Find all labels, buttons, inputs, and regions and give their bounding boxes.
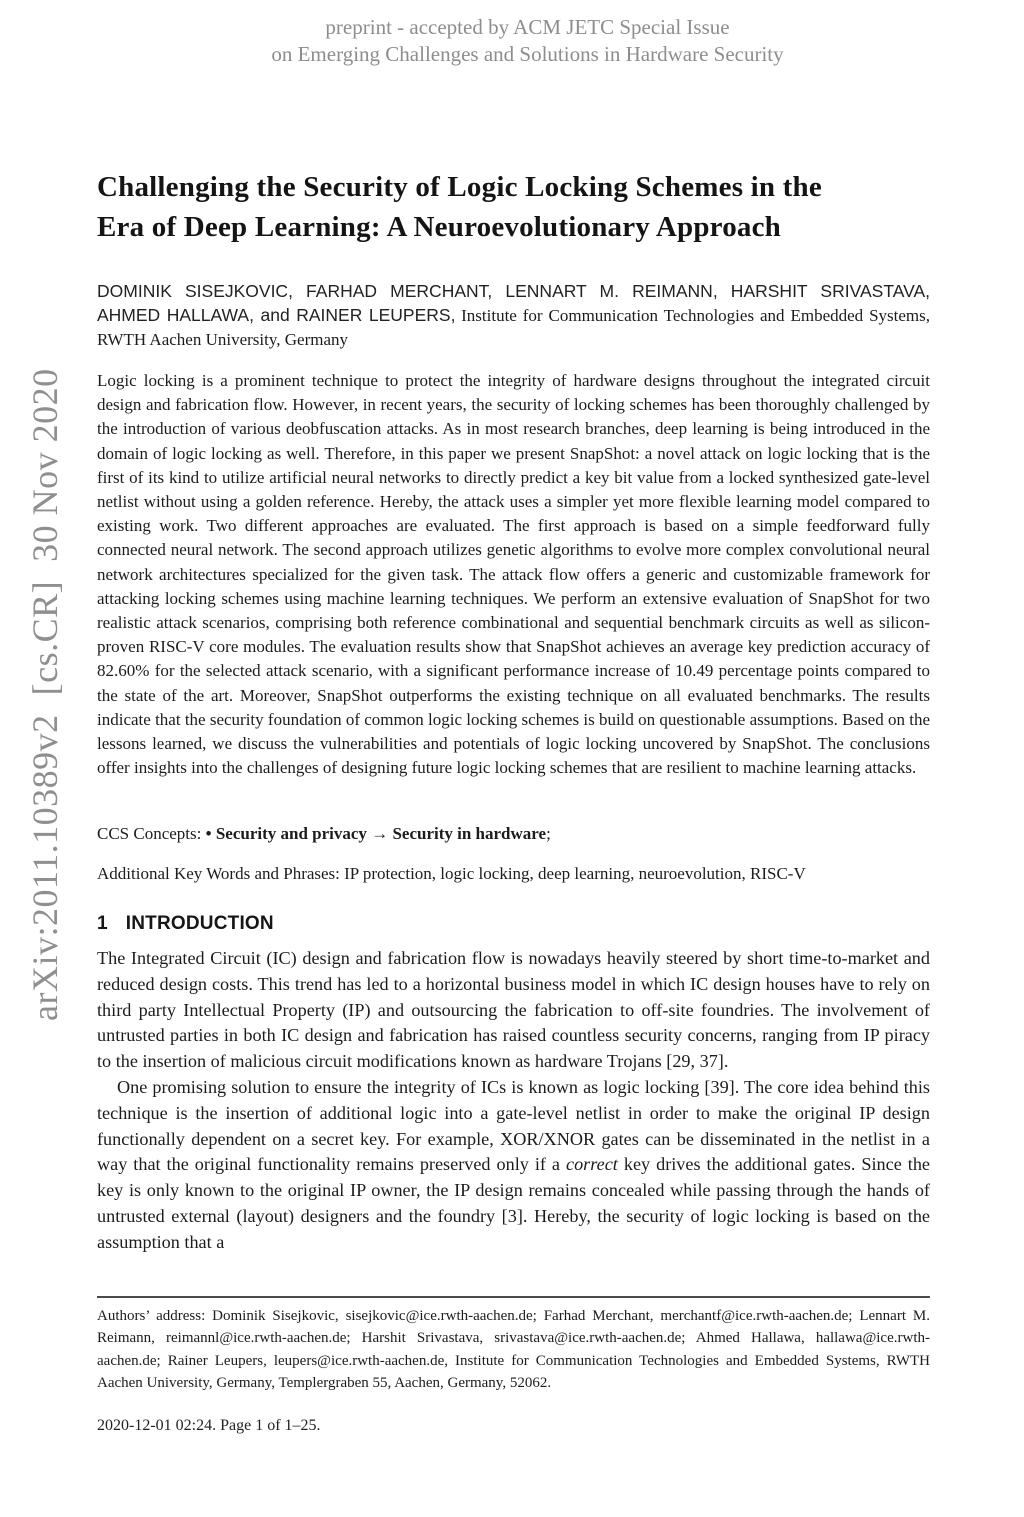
author-names: DOMINIK SISEJKOVIC, FARHAD MERCHANT, LENNART M. REIMANN, HARSHIT SRIVASTAVA, AHMED HALLAWA, and RAINER LEUPERS,: [97, 281, 930, 325]
footnote-divider: [97, 1296, 930, 1298]
preprint-banner: [40, 14, 1015, 68]
section-heading-introduction: [97, 913, 930, 935]
page-footer: 2020-12-01 02:24. Page 1 of 1–25.: [97, 1417, 321, 1434]
section-number: 1: [97, 913, 108, 934]
ccs-concept-primary: • Security and privacy: [205, 824, 367, 843]
ccs-suffix: ;: [546, 824, 551, 843]
paper-title: [97, 167, 930, 247]
section-title: INTRODUCTION: [125, 913, 274, 934]
preprint-banner-line2: on Emerging Challenges and Solutions in Hardware Security: [271, 42, 784, 66]
paper-title-line1: Challenging the Security of Logic Locking Schemes in the: [97, 171, 822, 203]
introduction-body: [97, 946, 930, 1256]
ccs-concepts: [97, 822, 930, 846]
keywords-line: Additional Key Words and Phrases: IP protection, logic locking, deep learning, neuroevolution, RISC-V: [97, 864, 806, 883]
arxiv-watermark-container: [20, 281, 66, 1021]
authors-address-footnote: Authors’ address: Dominik Sisejkovic, sisejkovic@ice.rwth-aachen.de; Farhad Merchant, merchantf@ice.rwth-aachen.de; Lennart M. Reimann, reimannl@ice.rwth-aachen.de; Harshit Srivastava, srivastava@ice.rwth-aachen.de; Ahmed Hallawa, hallawa@ice.rwth-aachen.de; Rainer Leupers, leupers@ice.rwth-aachen.de, Institute for Communication Technologies and Embedded Systems, RWTH Aachen University, Germany, Templergraben 55, Aachen, Germany, 52062.: [97, 1308, 930, 1391]
abstract-text: Logic locking is a prominent technique to protect the integrity of hardware designs throughout the integrated circuit design and fabrication flow. However, in recent years, the security of locking schemes has been thoroughly challenged by the introduction of various deobfuscation attacks. As in most research branches, deep learning is being introduced in the domain of logic locking as well. Therefore, in this paper we present SnapShot: a novel attack on logic locking that is the first of its kind to utilize artificial neural networks to directly predict a key bit value from a locked synthesized gate-level netlist without using a golden reference. Hereby, the attack uses a simpler yet more flexible learning model compared to existing work. Two different approaches are evaluated. The first approach is based on a simple feedforward fully connected neural network. The second approach utilizes genetic algorithms to evolve more complex convolutional neural network architectures specialized for the given task. The attack flow offers a generic and customizable framework for attacking locking schemes using machine learning techniques. We perform an extensive evaluation of SnapShot for two realistic attack scenarios, comprising both reference combinational and sequential benchmark circuits as well as silicon-proven RISC-V core modules. The evaluation results show that SnapShot achieves an average key prediction accuracy of 82.60% for the selected attack scenario, with a significant performance increase of 10.49 percentage points compared to the state of the art. Moreover, SnapShot outperforms the existing technique on all evaluated benchmarks. The results indicate that the security foundation of common logic locking schemes is build on questionable assumptions. Based on the lessons learned, we discuss the vulnerabilities and potentials of logic locking uncovered by SnapShot. The conclusions offer insights into the challenges of designing future logic locking schemes that are resilient to machine learning attacks.: [97, 371, 930, 778]
introduction-p2-text-cont: key drives the additional gates. Since the key is only known to the original IP owner, the IP design remains concealed while passing through the hands of untrusted external (layout) designers and the foundry [3]. Hereby, the security of logic locking is based on the assumption that a: [97, 1154, 931, 1252]
authors-affiliation: Institute for Communication Technologies and Embedded Systems, RWTH Aachen University, Germany: [97, 306, 931, 349]
paper-title-line2: Era of Deep Learning: A Neuroevolutionary Approach: [97, 211, 781, 243]
preprint-banner-line1: preprint - accepted by ACM JETC Special Issue: [325, 15, 730, 39]
ccs-concept-secondary: Security in hardware: [392, 824, 547, 843]
introduction-paragraph-2: [97, 1075, 930, 1256]
arxiv-watermark: arXiv:2011.10389v2 [cs.CR] 30 Nov 2020: [25, 368, 65, 1021]
introduction-paragraph-1: The Integrated Circuit (IC) design and fabrication flow is nowadays heavily steered by short time-to-market and reduced design costs. This trend has led to a horizontal business model in which IC design houses have to rely on third party Intellectual Property (IP) and outsourcing the fabrication to off-site foundries. The involvement of untrusted parties in both IC design and fabrication has raised countless security concerns, ranging from IP piracy to the insertion of malicious circuit modifications known as hardware Trojans [29, 37].: [97, 948, 930, 1072]
ccs-label: CCS Concepts:: [97, 824, 206, 843]
ccs-arrow: →: [366, 824, 393, 843]
introduction-p2-italic: correct: [566, 1154, 618, 1175]
authors-block: [97, 280, 930, 352]
footnote-block: [97, 1296, 930, 1394]
introduction-p2-text: One promising solution to ensure the integrity of ICs is known as logic locking [39]. The core idea behind this technique is the insertion of additional logic into a gate-level netlist in order to make the original IP design functionally dependent on a secret key. For example, XOR/XNOR gates can be disseminated in the netlist in a way that the original functionality remains preserved only if a: [97, 1076, 930, 1175]
